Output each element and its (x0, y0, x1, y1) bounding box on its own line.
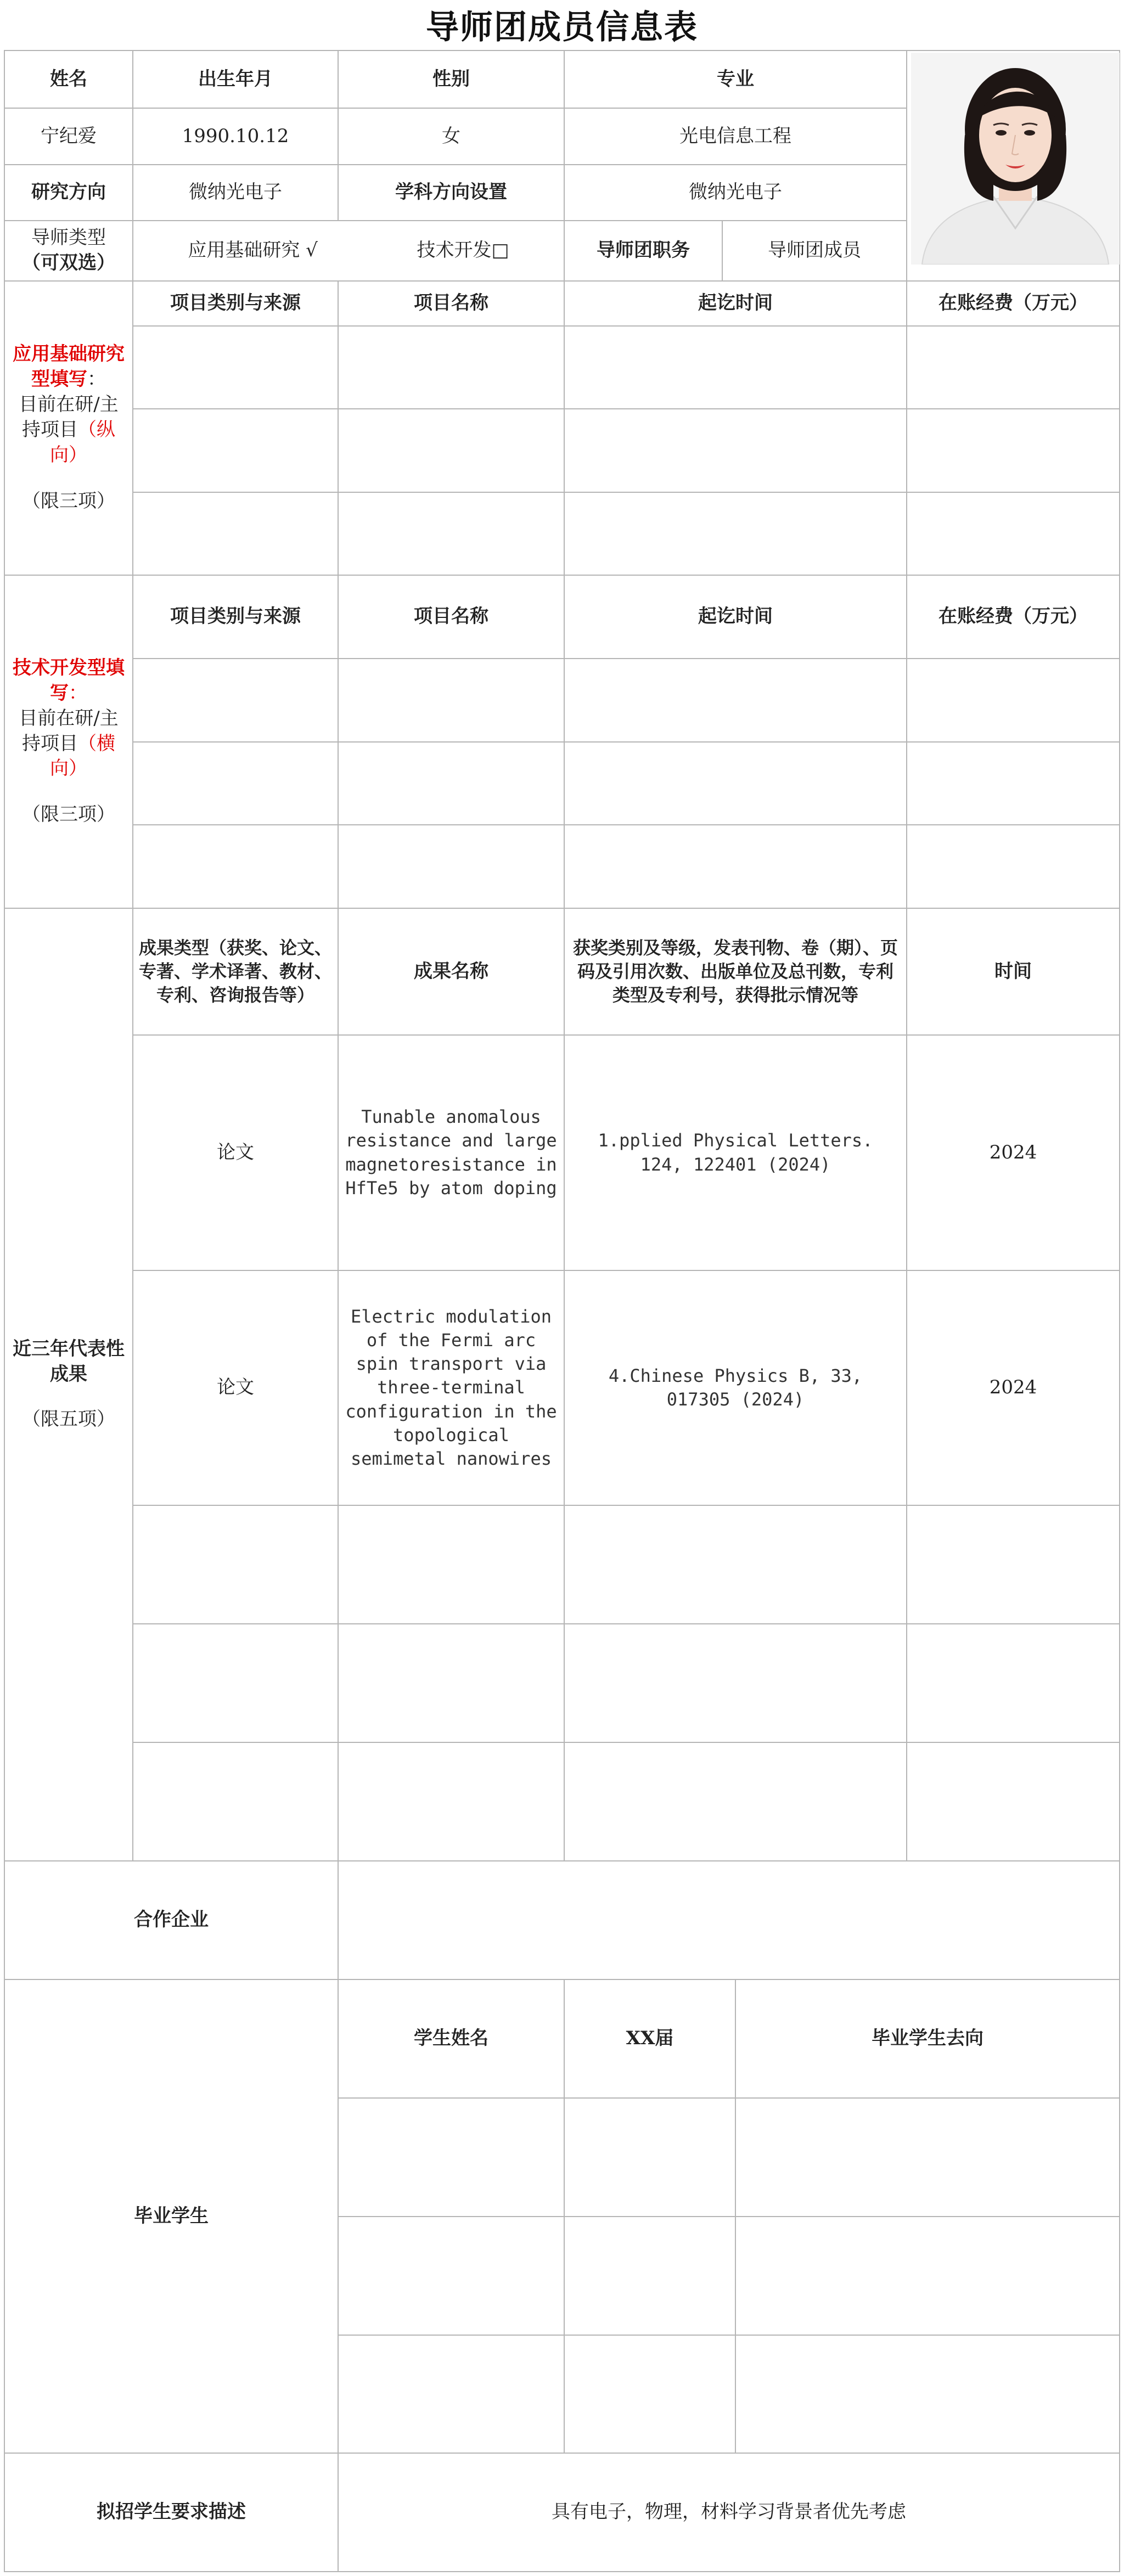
label-role: 导师团职务 (597, 239, 690, 262)
value-research: 微纳光电子 (189, 181, 282, 204)
requirements-label: 拟招学生要求描述 (97, 2501, 246, 2523)
horizontal-limit: （限三项） (22, 803, 115, 826)
vertical-header-name: 项目名称 (414, 292, 488, 314)
label-mentor-type (4, 221, 133, 281)
graduates-header-name: 学生姓名 (414, 2027, 488, 2050)
horizontal-header-category: 项目类别与来源 (170, 605, 301, 628)
vertical-header-period: 起讫时间 (698, 292, 773, 314)
value-name: 宁纪爱 (41, 125, 97, 147)
vertical-row-cell (564, 326, 907, 409)
vertical-header-funds: 在账经费（万元） (938, 292, 1088, 314)
value-role: 导师团成员 (768, 239, 861, 262)
achievement-title: Electric modulation of the Fermi arc spin transport via three-terminal configuration in the topological semimetal nanowires (345, 1306, 557, 1469)
horizontal-header-name: 项目名称 (414, 605, 488, 628)
horizontal-colon: ： (69, 682, 87, 704)
label-name: 姓名 (50, 68, 87, 90)
label-birth: 出生年月 (198, 68, 273, 90)
vertical-header-category: 项目类别与来源 (170, 292, 301, 314)
achievements-label (4, 908, 133, 1861)
horizontal-projects-label (4, 575, 133, 908)
partner-label: 合作企业 (134, 1909, 209, 1931)
achievement-time: 2024 (989, 1376, 1037, 1399)
achievement-header-type: 成果类型（获奖、论文、专著、学术译著、教材、专利、咨询报告等） (138, 937, 332, 1006)
achievement-title: Tunable anomalous resistance and large magnetoresistance in HfTe5 by atom doping (345, 1106, 557, 1199)
achievement-header-name: 成果名称 (414, 960, 488, 982)
achievement-time: 2024 (989, 1141, 1037, 1163)
partner-value (338, 1861, 1120, 1979)
achievement-header-detail: 获奖类别及等级，发表刊物、卷（期）、页码及引用次数、出版单位及总刊数，专利类型及专利号，获得批示情况等 (572, 937, 898, 1006)
vertical-limit: （限三项） (22, 490, 115, 512)
horizontal-header-period: 起讫时间 (698, 605, 773, 628)
graduates-header-destination: 毕业学生去向 (872, 2027, 984, 2050)
option-basic-research: 应用基础研究 √ (188, 239, 318, 262)
vertical-row-cell (907, 326, 1120, 409)
vertical-line-label: 目前在研/主持项目 (19, 393, 119, 441)
label-research: 研究方向 (31, 181, 106, 204)
achievement-header-time: 时间 (994, 960, 1032, 982)
page-title: 导师团成员信息表 (426, 8, 698, 47)
value-gender: 女 (442, 125, 460, 147)
achievement-detail: 1.pplied Physical Letters. 124, 122401 (2024) (598, 1130, 873, 1175)
horizontal-red-label: 技术开发型填写 (13, 656, 125, 704)
value-major: 光电信息工程 (679, 125, 791, 147)
option-tech-development: 技术开发□ (417, 239, 509, 262)
vertical-red-label: 应用基础研究型填写 (13, 343, 125, 391)
achievements-limit: （限五项） (22, 1408, 115, 1430)
horizontal-red-tag: （横向） (50, 732, 115, 780)
graduates-label: 毕业学生 (134, 2204, 209, 2227)
achievement-type: 论文 (217, 1376, 254, 1399)
mentor-type-note: （可双选） (22, 252, 115, 274)
label-gender: 性别 (432, 68, 470, 90)
vertical-projects-label (4, 281, 133, 575)
requirements-value: 具有电子，物理，材料学习背景者优先考虑 (552, 2501, 906, 2523)
mentor-type-options (133, 221, 564, 281)
label-discipline: 学科方向设置 (395, 181, 507, 204)
achievement-type: 论文 (217, 1141, 254, 1163)
value-discipline: 微纳光电子 (689, 181, 782, 204)
achievements-title: 近三年代表性成果 (13, 1338, 125, 1386)
horizontal-line-label: 目前在研/主持项目 (19, 707, 119, 755)
graduates-header-class: XX届 (626, 2027, 674, 2050)
portrait-photo (911, 53, 1120, 265)
vertical-row-cell (338, 326, 564, 409)
value-birth: 1990.10.12 (182, 125, 289, 147)
horizontal-header-funds: 在账经费（万元） (938, 605, 1088, 628)
achievement-detail: 4.Chinese Physics B, 33, 017305 (2024) (608, 1365, 863, 1410)
vertical-red-tag: （纵向） (50, 419, 115, 466)
mentor-type-text: 导师类型 (31, 227, 106, 249)
label-major: 专业 (717, 68, 754, 90)
vertical-colon: ： (87, 368, 106, 391)
vertical-row-cell (133, 326, 338, 409)
